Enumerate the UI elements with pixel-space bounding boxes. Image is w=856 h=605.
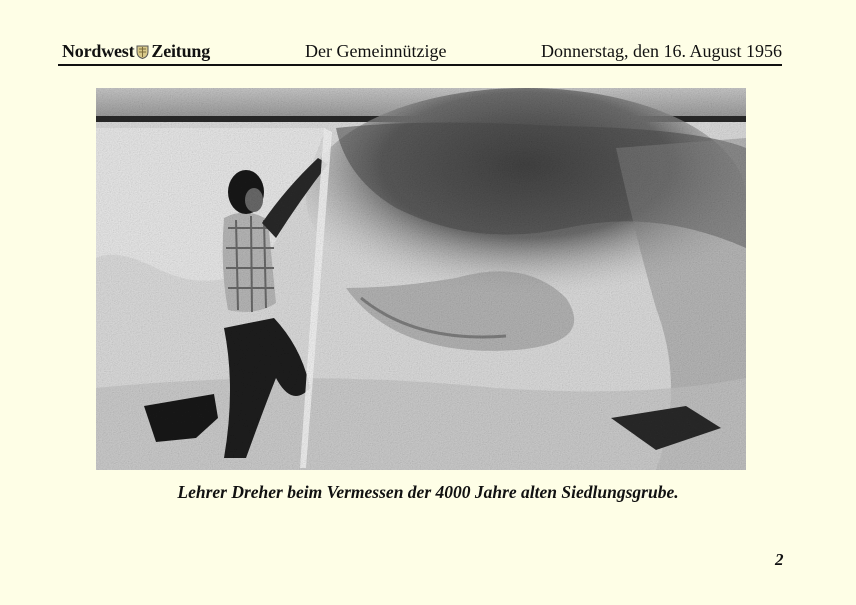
- coat-of-arms-icon: [136, 45, 149, 59]
- page-number: 2: [775, 550, 784, 569]
- masthead-zeitung: Zeitung: [151, 41, 211, 61]
- photo-image: [96, 88, 746, 470]
- photo-caption: Lehrer Dreher beim Vermessen der 4000 Jahre alten Siedlungsgrube.: [177, 482, 679, 502]
- issue-date: Donnerstag, den 16. August 1956: [541, 41, 782, 61]
- section-title: Der Gemeinnützige: [305, 41, 447, 61]
- excavation-photo: [96, 88, 746, 470]
- newspaper-header: [58, 38, 782, 66]
- masthead: [62, 41, 210, 62]
- masthead-nordwest: Nordwest: [62, 41, 135, 61]
